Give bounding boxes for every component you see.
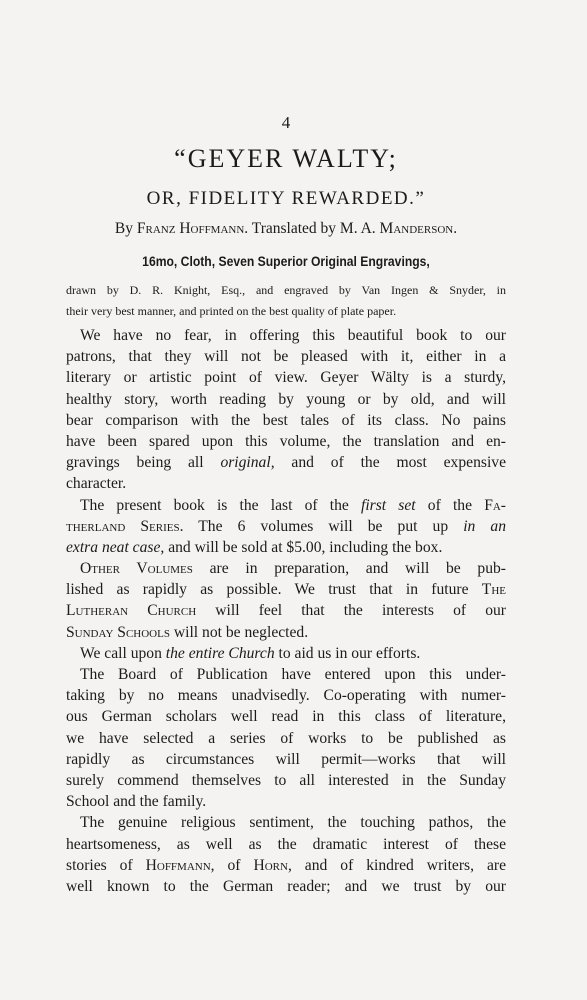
paragraph-line: Sunday Schools will not be neglected. [66,623,309,641]
book-subtitle: OR, FIDELITY REWARDED.” [146,188,426,209]
byline [66,218,506,240]
paragraph-line: extra neat case, and will be sold at $5.00, including the box. [66,538,443,556]
paragraph-line: Other Volumes are in preparation, and will be pub- [80,560,506,578]
credits-line: drawn by D. R. Knight, Esq., and engraved by Van Ingen & Snyder, in [66,283,506,297]
book-title: “GEYER WALTY; [174,144,398,173]
paragraph-line: We call upon the entire Church to aid us in our efforts. [80,644,421,662]
byline-by: By [114,220,133,237]
page-number: 4 [281,113,291,132]
paragraph-line: We have no fear, in offering this beautiful book to our [80,327,506,344]
paragraph-line: we have selected a series of works to be published as [66,729,506,747]
credits [66,282,506,324]
emphasis: in an [463,517,507,535]
paragraph-line: The genuine religious sentiment, the touching pathos, the [80,814,506,832]
paragraph-line: well known to the German reader; and we trust by our [66,877,506,895]
byline-translated: Translated by [251,220,337,237]
paragraph-line: lished as rapidly as possible. We trust that in future The [66,581,506,599]
format-line: 16mo, Cloth, Seven Superior Original Engravings, [142,254,430,269]
paragraph-line: patrons, that they will not be pleased with it, either in a [66,348,506,366]
paragraph-line: surely commend themselves to all interested in the Sunday [66,771,506,789]
book-page [66,0,506,1000]
paragraph-line: Lutheran Church will feel that the interests of our [66,602,506,620]
paragraph-line: School and the family. [66,793,207,811]
emphasis: extra neat case, [66,538,165,556]
emphasis: the entire Church [165,644,275,662]
paragraph-line: The Board of Publication have entered upon this under- [80,666,506,683]
translator-name: M. A. Manderson. [339,220,458,237]
paragraph-line: healthy story, worth reading by young or by old, and will [66,390,506,408]
paragraph-line: gravings being all original, and of the most expensive [66,454,506,472]
author-name: Franz Hoffmann. [136,220,249,237]
paragraph-line: have been spared upon this volume, the translation and en- [66,432,506,450]
paragraph-line: character. [66,475,127,493]
emphasis: original, [220,454,275,472]
paragraph-line: taking by no means unadvisedly. Co-operating with numer- [66,687,506,705]
emphasis: first set [360,496,416,514]
paragraph-line: bear comparison with the best tales of its class. No pains [66,411,506,429]
paragraph-line: ous German scholars well read in this class of literature, [66,708,506,726]
paragraph-line: heartsomeness, as well as the dramatic interest of these [66,835,506,853]
paragraph-line: therland Series. The 6 volumes will be put up in an [66,517,507,535]
credits-line: their very best manner, and printed on the best quality of plate paper. [66,304,397,319]
paragraph-line: literary or artistic point of view. Geyer Wälty is a sturdy, [66,369,506,387]
body-text [66,325,506,897]
paragraph-line: rapidly as circumstances will permit—works that will [66,750,506,768]
paragraph-line: stories of Hoffmann, of Horn, and of kindred writers, are [66,856,506,874]
paragraph-line: The present book is the last of the first set of the Fa- [80,496,506,514]
